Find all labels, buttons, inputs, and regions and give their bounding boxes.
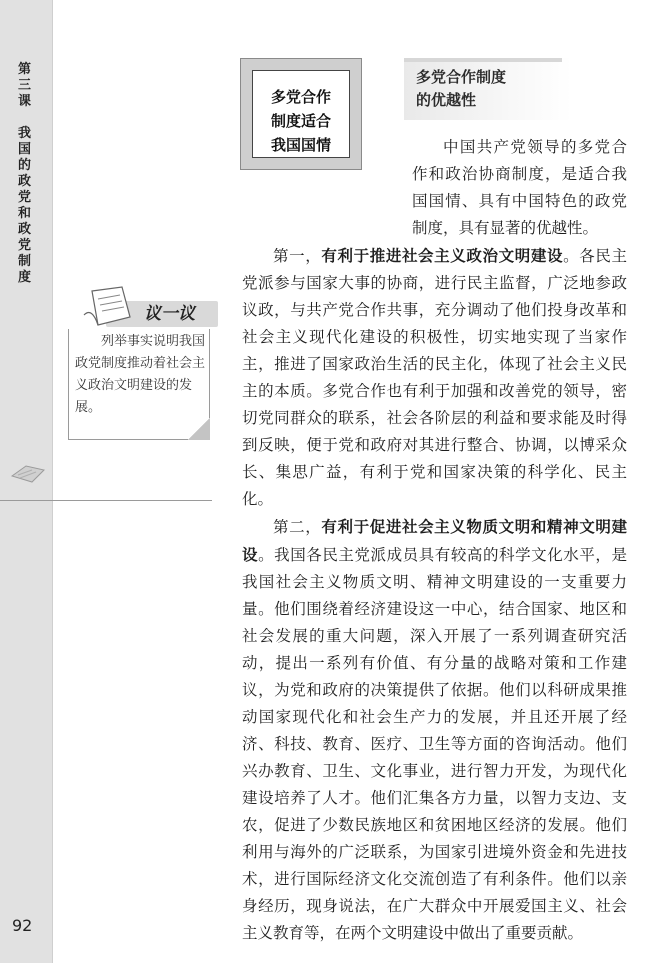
main-text <box>242 134 627 947</box>
discuss-label: 议一议 <box>144 304 195 324</box>
point-text: 。各民主党派参与国家大事的协商，进行民主监督，广泛地参政议政，与共产党合作共事，充分调动了他们投身改革和社会主义现代化建设的积极性，切实地实现了当家作主，推进了国家政治生活的民主化，体现了社会主义民主的本质。多党合作也有利于加强和改善党的领导，密切党同群众的联系，社会各阶层的利益和要求能及时得到反映，便于党和政府对其进行整合、协调，以博采众长、集思广益，有利于党和国家决策的科学化、民主化。 <box>242 247 627 508</box>
lesson-label: 第三课 <box>18 62 32 109</box>
section-heading-strip <box>404 58 562 62</box>
section-heading <box>404 58 572 120</box>
margin-divider <box>0 500 212 501</box>
chapter-label: 我国的政党和政党制度 <box>18 126 32 285</box>
section-title-line-2: 的优越性 <box>416 91 477 109</box>
topic-line-2: 制度适合 <box>270 112 331 130</box>
discuss-text <box>75 331 205 419</box>
paragraph-first-point <box>242 242 627 513</box>
discuss-box <box>60 285 220 445</box>
point-text: 。我国各民主党派成员具有较高的科学文化水平，是我国社会主义物质文明、精神文明建设的一支重要力量。他们围绕着经济建设这一中心，结合国家、地区和社会发展的重大问题，深入开展了一系列调查研究活动，提出一系列有价值、有分量的战略对策和工作建议，为党和政府的决策提供了依据。他们以科研成果推动国家现代化和社会生产力的发展，并且还开展了经济、科技、教育、医疗、卫生等方面的咨询活动。他们兴办教育、卫生、文化事业，进行智力开发，为现代化建设培养了人才。他们汇集各方力量，以智力支边、支农，促进了少数民族地区和贫困地区经济的发展。他们利用与海外的广泛联系，为国家引进境外资金和先进技术，进行国际经济文化交流创造了有利条件。他们以亲身经历，现身说法，在广大群众中开展爱国主义、社会主义教育等，在两个文明建设中做出了重要贡献。 <box>242 546 627 942</box>
paper-note-icon <box>78 285 140 329</box>
paragraph-intro: 中国共产党领导的多党合作和政治协商制度，是适合我国国情、具有中国特色的政党制度，具有显著的优越性。 <box>412 138 627 237</box>
discuss-prompt: 列举事实说明我国政党制度推动着社会主义政治文明建设的发展。 <box>75 334 206 415</box>
book-leaf-icon <box>10 462 48 484</box>
point-lead: 第二， <box>273 518 322 536</box>
point-heading: 有利于促进社会主义物质文明和精神文明建设 <box>242 517 627 564</box>
topic-line-3: 我国国情 <box>270 136 331 154</box>
point-lead: 第一， <box>273 247 322 265</box>
page-number: 92 <box>12 916 33 935</box>
discuss-content <box>68 329 210 440</box>
paragraph-second-point <box>242 513 627 947</box>
section-title <box>416 66 566 112</box>
topic-line-1: 多党合作 <box>270 88 331 106</box>
spacer <box>18 110 36 126</box>
section-title-line-1: 多党合作制度 <box>416 68 507 86</box>
point-heading: 有利于推进社会主义政治文明建设 <box>321 246 564 265</box>
page-fold <box>188 418 210 440</box>
running-header <box>18 62 36 286</box>
